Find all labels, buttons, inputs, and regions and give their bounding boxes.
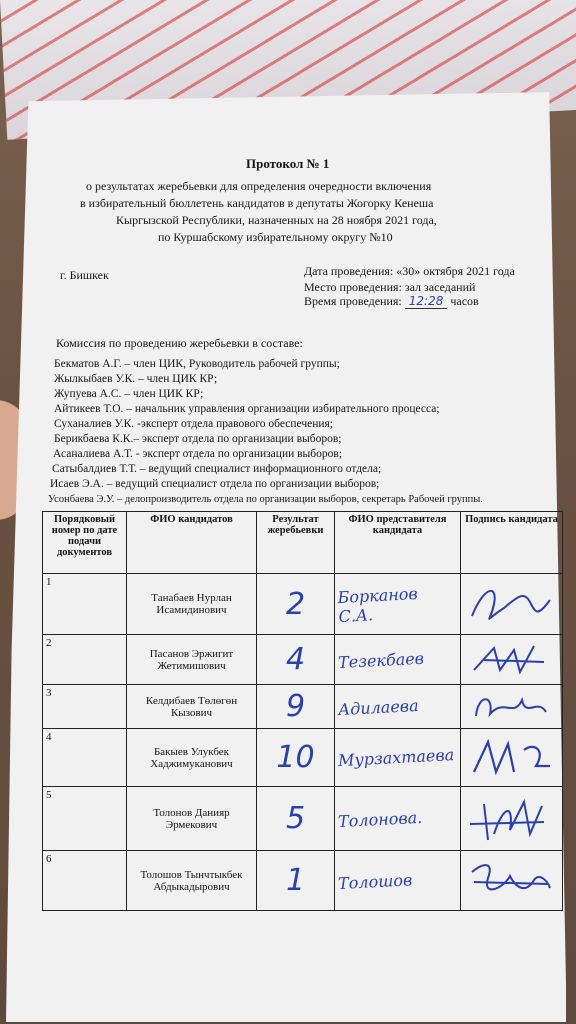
representative-cell <box>335 787 461 851</box>
table-row <box>43 851 563 911</box>
subtitle-line: о результатах жеребьевки для определения очередности включения <box>86 179 432 193</box>
row-number: 1 <box>43 574 127 635</box>
candidate-name: Толошов Тынчтыкбек Абдыкадырович <box>127 851 257 911</box>
representative-cell <box>335 851 461 911</box>
member-item: Бекматов А.Г. – член ЦИК, Руководитель рабочей группы; <box>54 358 340 370</box>
draw-result <box>257 685 335 729</box>
draw-result-value: 5 <box>285 801 306 836</box>
candidate-signature <box>464 688 554 726</box>
commission-intro: Комиссия по проведению жеребьевки в составе: <box>56 336 303 350</box>
member-item: Жупуева А.С. – член ЦИК КР; <box>54 388 204 400</box>
city-label: г. Бишкек <box>60 268 109 282</box>
time-label: Время проведения: <box>304 294 402 308</box>
row-number: 3 <box>43 685 127 729</box>
time-line <box>304 294 479 309</box>
member-item: Сатыбалдиев Т.Т. – ведущий специалист информационного отдела; <box>52 463 382 475</box>
candidate-signature <box>464 736 554 780</box>
table-row <box>43 787 563 851</box>
candidate-signature <box>464 858 554 904</box>
place-line: Место проведения: зал заседаний <box>304 280 476 294</box>
row-number: 4 <box>43 729 127 787</box>
representative-cell <box>335 574 461 635</box>
row-number: 5 <box>43 787 127 851</box>
member-item: Суханалиев У.К. -эксперт отдела правового обеспечения; <box>54 418 333 430</box>
signature-cell <box>461 635 563 685</box>
draw-result <box>257 635 335 685</box>
candidate-signature <box>464 640 554 680</box>
subtitle-line: Кыргызской Республики, назначенных на 28 ноября 2021 года, <box>116 213 437 227</box>
table-row <box>43 574 563 635</box>
time-unit: часов <box>450 294 479 308</box>
time-value: 12:28 <box>405 294 448 309</box>
header-signature: Подпись кандидата <box>461 512 563 574</box>
draw-result-value: 10 <box>276 740 315 775</box>
signature-cell <box>461 729 563 787</box>
candidate-name: Келдибаев Төлөгөн Кызович <box>127 685 257 729</box>
representative-handwriting: Мурзахтаева <box>337 745 455 771</box>
candidate-name: Танабаев Нурлан Исамидинович <box>127 574 257 635</box>
member-item: Берикбаева К.К.– эксперт отдела по организации выборов; <box>54 433 342 445</box>
draw-result-value: 1 <box>285 863 306 898</box>
signature-cell <box>461 851 563 911</box>
header-result: Результат жеребьевки <box>257 512 335 574</box>
draw-result-value: 2 <box>285 586 306 622</box>
representative-handwriting: Толошов <box>337 870 413 894</box>
row-number: 6 <box>43 851 127 911</box>
draw-result <box>257 574 335 635</box>
draw-result <box>257 729 335 787</box>
header-number: Порядковый номер по дате подачи документов <box>43 512 127 574</box>
signature-cell <box>461 787 563 851</box>
signature-cell <box>461 685 563 729</box>
subtitle-line: по Куршабскому избирательному округу №10 <box>158 230 393 244</box>
table-header-row <box>43 512 563 574</box>
member-item: Айтикеев Т.О. – начальник управления организации избирательного процесса; <box>54 403 440 415</box>
member-item: Исаев Э.А. – ведущий специалист отдела по организации выборов; <box>50 478 380 490</box>
candidate-name: Бакыев Улукбек Хаджимуканович <box>127 729 257 787</box>
row-number: 2 <box>43 635 127 685</box>
draw-result-value: 9 <box>285 689 306 724</box>
table-row <box>43 685 563 729</box>
candidate-signature <box>464 794 554 844</box>
member-item: Асаналиева А.Т. - эксперт отдела по организации выборов; <box>53 448 343 460</box>
protocol-title: Протокол № 1 <box>246 156 330 171</box>
candidate-name: Пасанов Эржигит Жетимишович <box>127 635 257 685</box>
member-item: Усонбаева Э.У. – делопроизводитель отдела по организации выборов, секретарь Рабочей группы. <box>48 494 483 505</box>
subtitle-line: в избирательный бюллетень кандидатов в депутаты Жогорку Кенеша <box>80 196 434 210</box>
representative-handwriting: Борканов С.А. <box>337 583 419 627</box>
representative-handwriting: Адилаева <box>337 695 420 720</box>
header-candidate: ФИО кандидатов <box>127 512 257 574</box>
date-line: Дата проведения: «30» октября 2021 года <box>304 264 515 278</box>
draw-result <box>257 787 335 851</box>
member-item: Жылкыбаев У.К. – член ЦИК КР; <box>54 373 218 385</box>
representative-cell <box>335 685 461 729</box>
representative-handwriting: Толонова. <box>337 807 423 832</box>
candidate-signature <box>464 582 554 626</box>
table-row <box>43 635 563 685</box>
signature-cell <box>461 574 563 635</box>
draw-result <box>257 851 335 911</box>
representative-cell <box>335 729 461 787</box>
table-row <box>43 729 563 787</box>
draw-results-table <box>42 511 563 911</box>
header-representative: ФИО представителя кандидата <box>335 512 461 574</box>
candidate-name: Толонов Данияр Эрмекович <box>127 787 257 851</box>
representative-handwriting: Тезекбаев <box>337 648 425 673</box>
representative-cell <box>335 635 461 685</box>
draw-result-value: 4 <box>285 642 306 677</box>
